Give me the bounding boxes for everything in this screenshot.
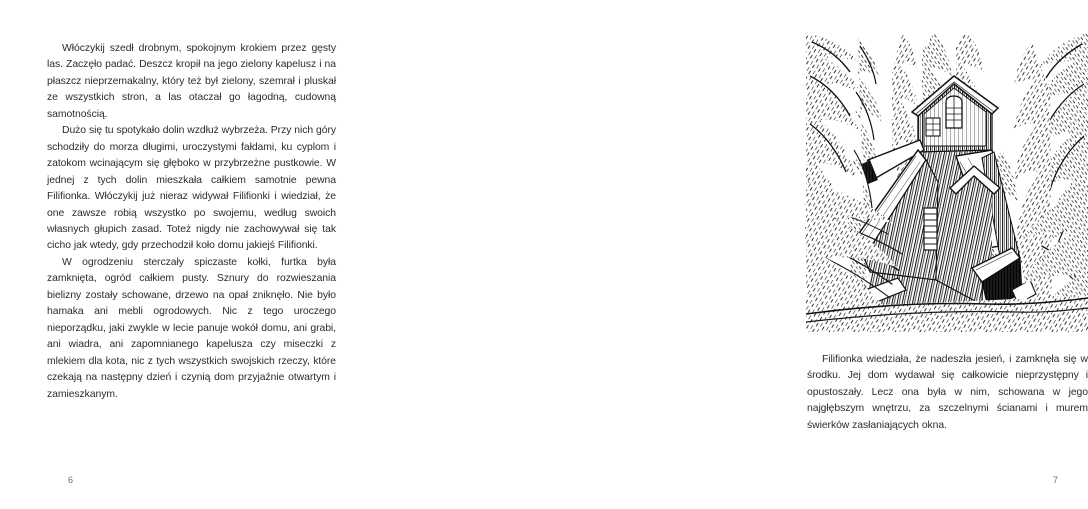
page-left (0, 0, 375, 509)
page-number-right: 7 (1053, 475, 1059, 485)
right-page-textblock (807, 352, 1088, 434)
left-page-textblock (47, 41, 336, 403)
paragraph: W ogrodzeniu sterczały spiczaste kołki, furtka była zamknięta, ogród całkiem pusty. Sznury do rozwieszania bielizny zostały schowane, drzewo na opał zniknęło. Nie było hamaka ani mebli ogrodowych. Nic z tego uroczego nieporządku, jaki zwykle w lecie panuje wokół domu, ani grabi, ani wiadra, ani zapomnianego kapelusza czy miseczki z mlekiem dla kota, nic z tych wszystkich swojskich rzeczy, które czekają na następny dzień i czynią dom przyjaźnie otwartym i zamieszkanym. (47, 256, 336, 400)
paragraph: Dużo się tu spotykało dolin wzdłuż wybrzeża. Przy nich góry schodziły do morza długimi, uroczystymi fałdami, ku cyplom i zatokom wcinającym się głęboko w przybrzeżne pustkowie. W jednej z tych dolin mieszkała całkiem samotnie pewna Filifionka. Włóczykij już nieraz widywał Filifionki i wiedział, że one zawsze robią wszystko po swojemu, według swoich własnych głupich zasad. Toteż nigdy nie zachowywał się tak cicho jak wtedy, gdy przechodził koło domu jakiejś Filifionki. (47, 125, 336, 252)
paragraph: Filifionka wiedziała, że nadeszła jesień, i zamknęła się w środku. Jej dom wydawał się całkowicie nieprzystępny i opustoszały. Lecz ona była w nim, schowana w jego najgłębszym wnętrzu, za szczelnymi ścianami i murem świerków zasłaniających okna. (807, 354, 1088, 431)
page-right (375, 0, 1088, 509)
page-number-left: 6 (68, 475, 74, 485)
illustration-filifionka-house (806, 32, 1088, 332)
paragraph: Włóczykij szedł drobnym, spokojnym krokiem przez gęsty las. Zaczęło padać. Deszcz kropił na jego zielony kapelusz i na płaszcz nieprzemakalny, który też był zielony, szemrał i pluskał ze wszystkich stron, a las otaczał go łagodną, cudowną samotnością. (47, 43, 336, 120)
illustration-svg (806, 32, 1088, 332)
